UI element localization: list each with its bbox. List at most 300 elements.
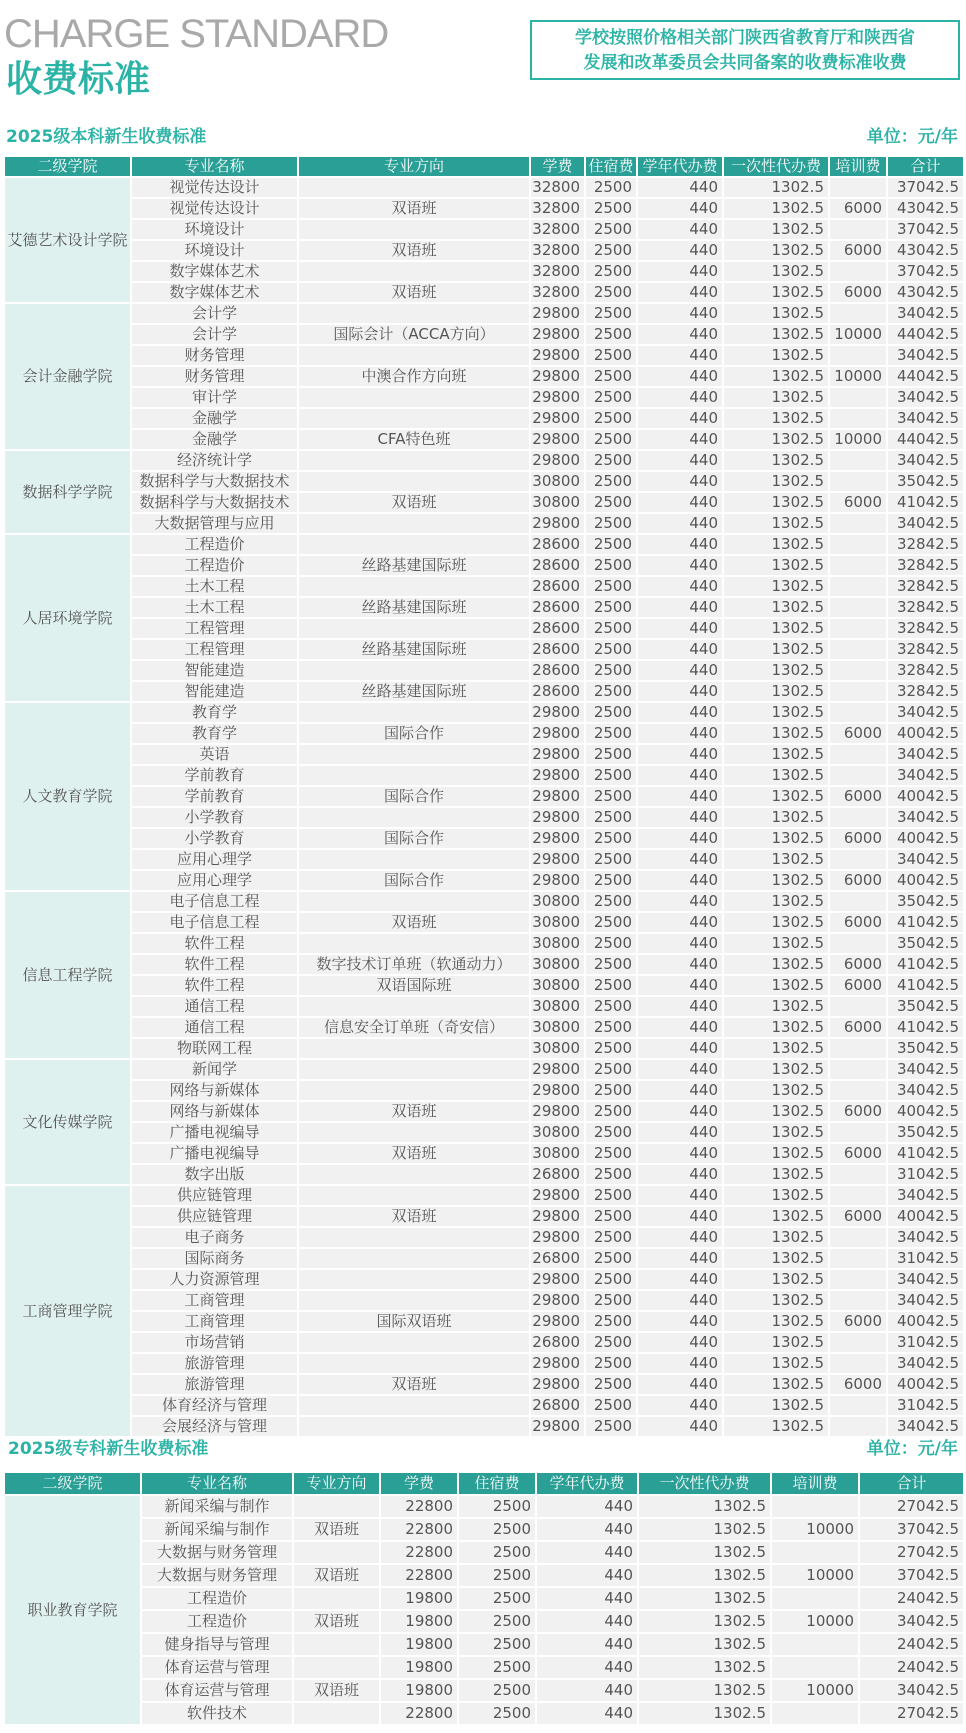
training-fee [830,1186,886,1205]
major-name: 网络与新媒体 [132,1102,297,1121]
table-row [5,262,963,281]
total: 34042.5 [888,388,963,407]
table-row [5,493,963,512]
tuition: 19800 [381,1680,457,1701]
training-fee [830,220,886,239]
annual-agency-fee: 440 [638,199,722,218]
direction: 双语班 [299,241,529,260]
tuition: 30800 [531,892,584,911]
annual-agency-fee: 440 [638,766,722,785]
training-fee [830,934,886,953]
training-fee [772,1657,858,1678]
annual-agency-fee: 440 [537,1519,637,1540]
dorm-fee: 2500 [459,1519,535,1540]
major-name: 工程管理 [132,619,297,638]
major-name: 国际商务 [132,1249,297,1268]
major-name: 通信工程 [132,1018,297,1037]
onetime-agency-fee: 1302.5 [724,1060,828,1079]
total: 41042.5 [888,1018,963,1037]
training-fee [830,892,886,911]
annual-agency-fee: 440 [638,703,722,722]
table-row [5,1496,963,1517]
training-fee: 10000 [772,1565,858,1586]
table-row [5,850,963,869]
direction: 信息安全订单班（奇安信） [299,1018,529,1037]
training-fee [830,766,886,785]
training-fee [772,1542,858,1563]
annual-agency-fee: 440 [638,451,722,470]
major-name: 电子信息工程 [132,913,297,932]
total: 32842.5 [888,577,963,596]
tuition: 29800 [531,808,584,827]
annual-agency-fee: 440 [638,913,722,932]
major-name: 软件工程 [132,934,297,953]
tuition: 22800 [381,1565,457,1586]
training-fee: 6000 [830,1144,886,1163]
table-row [5,766,963,785]
direction [299,850,529,869]
dorm-fee: 2500 [586,997,636,1016]
major-name: 数字媒体艺术 [132,283,297,302]
header-tuition: 学费 [531,157,584,176]
tuition: 22800 [381,1519,457,1540]
tuition: 29800 [531,1270,584,1289]
dorm-fee: 2500 [586,1186,636,1205]
training-fee: 10000 [830,430,886,449]
tuition: 28600 [531,535,584,554]
training-fee: 10000 [772,1519,858,1540]
dorm-fee: 2500 [586,892,636,911]
annual-agency-fee: 440 [638,325,722,344]
training-fee [830,640,886,659]
tuition: 28600 [531,556,584,575]
table-row [5,808,963,827]
training-fee: 6000 [830,829,886,848]
direction [299,892,529,911]
major-name: 视觉传达设计 [132,199,297,218]
training-fee [830,745,886,764]
annual-agency-fee: 440 [638,829,722,848]
onetime-agency-fee: 1302.5 [724,619,828,638]
annual-agency-fee: 440 [638,1333,722,1352]
training-fee: 6000 [830,1102,886,1121]
direction: 双语班 [299,1375,529,1394]
title-chinese: 收费标准 [6,59,151,100]
direction [299,514,529,533]
training-fee [830,808,886,827]
annual-agency-fee: 440 [638,472,722,491]
direction: 中澳合作方向班 [299,367,529,386]
dorm-fee: 2500 [586,556,636,575]
major-name: 新闻采编与制作 [142,1519,292,1540]
onetime-agency-fee: 1302.5 [724,913,828,932]
onetime-agency-fee: 1302.5 [724,640,828,659]
onetime-agency-fee: 1302.5 [724,976,828,995]
total: 27042.5 [860,1496,963,1517]
training-fee: 6000 [830,913,886,932]
major-name: 数字媒体艺术 [132,262,297,281]
direction: 双语班 [299,1102,529,1121]
tuition: 30800 [531,913,584,932]
table-header-row [5,157,963,176]
page-header [0,0,966,110]
onetime-agency-fee: 1302.5 [724,808,828,827]
tuition: 22800 [381,1542,457,1563]
table-row [5,556,963,575]
major-name: 金融学 [132,409,297,428]
dorm-fee: 2500 [586,976,636,995]
training-fee: 6000 [830,1312,886,1331]
training-fee [830,598,886,617]
header-college: 二级学院 [5,157,130,176]
tuition: 28600 [531,598,584,617]
dorm-fee: 2500 [586,640,636,659]
annual-agency-fee: 440 [638,577,722,596]
training-fee: 6000 [830,1207,886,1226]
total: 32842.5 [888,661,963,680]
training-fee [830,703,886,722]
onetime-agency-fee: 1302.5 [639,1496,770,1517]
major-name: 工程造价 [142,1611,292,1632]
tuition: 28600 [531,640,584,659]
dorm-fee: 2500 [586,1228,636,1247]
tuition: 28600 [531,682,584,701]
annual-agency-fee: 440 [638,493,722,512]
direction [294,1588,379,1609]
dorm-fee: 2500 [586,808,636,827]
college-name: 数据科学学院 [5,451,130,533]
total: 40042.5 [888,1102,963,1121]
major-name: 教育学 [132,703,297,722]
tuition: 32800 [531,283,584,302]
onetime-agency-fee: 1302.5 [639,1519,770,1540]
major-name: 土木工程 [132,577,297,596]
major-name: 数字出版 [132,1165,297,1184]
tuition: 32800 [531,262,584,281]
onetime-agency-fee: 1302.5 [724,598,828,617]
dorm-fee: 2500 [586,871,636,890]
college-table-title: 2025级专科新生收费标准 [8,1439,209,1459]
table-row [5,451,963,470]
annual-agency-fee: 440 [638,871,722,890]
major-name: 小学教育 [132,808,297,827]
dorm-fee: 2500 [586,745,636,764]
annual-agency-fee: 440 [638,934,722,953]
table-row [5,283,963,302]
dorm-fee: 2500 [586,1165,636,1184]
onetime-agency-fee: 1302.5 [639,1703,770,1724]
dorm-fee: 2500 [459,1565,535,1586]
training-fee [830,1396,886,1415]
onetime-agency-fee: 1302.5 [724,1186,828,1205]
direction: 双语班 [294,1680,379,1701]
direction [299,808,529,827]
total: 40042.5 [888,1312,963,1331]
major-name: 健身指导与管理 [142,1634,292,1655]
total: 27042.5 [860,1703,963,1724]
undergrad-fee-table [3,155,965,1438]
total: 31042.5 [888,1249,963,1268]
training-fee: 10000 [830,325,886,344]
training-fee: 10000 [772,1680,858,1701]
tuition: 26800 [531,1249,584,1268]
onetime-agency-fee: 1302.5 [724,766,828,785]
annual-agency-fee: 440 [638,1144,722,1163]
total: 40042.5 [888,829,963,848]
tuition: 30800 [531,955,584,974]
tuition: 29800 [531,367,584,386]
onetime-agency-fee: 1302.5 [724,514,828,533]
training-fee: 6000 [830,724,886,743]
dorm-fee: 2500 [586,1039,636,1058]
table-row [5,1081,963,1100]
tuition: 28600 [531,661,584,680]
total: 35042.5 [888,472,963,491]
direction [299,745,529,764]
dorm-fee: 2500 [459,1634,535,1655]
dorm-fee: 2500 [586,1081,636,1100]
major-name: 体育经济与管理 [132,1396,297,1415]
major-name: 工商管理 [132,1291,297,1310]
tuition: 32800 [531,220,584,239]
table-row [5,661,963,680]
dorm-fee: 2500 [459,1657,535,1678]
table-row [5,976,963,995]
training-fee: 6000 [830,199,886,218]
header-training: 培训费 [772,1473,858,1494]
table-row [5,472,963,491]
direction: 双语班 [299,199,529,218]
dorm-fee: 2500 [586,493,636,512]
dorm-fee: 2500 [586,955,636,974]
annual-agency-fee: 440 [638,1081,722,1100]
dorm-fee: 2500 [586,472,636,491]
annual-agency-fee: 440 [537,1634,637,1655]
dorm-fee: 2500 [586,850,636,869]
tuition: 30800 [531,1018,584,1037]
annual-agency-fee: 440 [638,1165,722,1184]
tuition: 29800 [531,304,584,323]
training-fee [830,262,886,281]
tuition: 22800 [381,1496,457,1517]
major-name: 会计学 [132,325,297,344]
college-name: 工商管理学院 [5,1186,130,1436]
dorm-fee: 2500 [586,199,636,218]
direction [299,178,529,197]
total: 34042.5 [888,514,963,533]
direction [299,409,529,428]
total: 32842.5 [888,535,963,554]
total: 35042.5 [888,892,963,911]
dorm-fee: 2500 [586,304,636,323]
table-row [5,934,963,953]
tuition: 30800 [531,1144,584,1163]
onetime-agency-fee: 1302.5 [724,1333,828,1352]
major-name: 体育运营与管理 [142,1657,292,1678]
major-name: 电子信息工程 [132,892,297,911]
dorm-fee: 2500 [586,1018,636,1037]
training-fee [772,1588,858,1609]
training-fee [830,850,886,869]
training-fee [830,577,886,596]
tuition: 29800 [531,703,584,722]
total: 32842.5 [888,556,963,575]
direction [299,304,529,323]
direction [299,1396,529,1415]
direction: 双语班 [299,493,529,512]
tuition: 30800 [531,934,584,953]
onetime-agency-fee: 1302.5 [724,472,828,491]
major-name: 小学教育 [132,829,297,848]
direction: 国际合作 [299,829,529,848]
major-name: 大数据与财务管理 [142,1542,292,1563]
annual-agency-fee: 440 [537,1611,637,1632]
training-fee: 6000 [830,787,886,806]
tuition: 29800 [531,1081,584,1100]
table-row [5,1249,963,1268]
tuition: 26800 [531,1396,584,1415]
total: 34042.5 [888,346,963,365]
training-fee [830,1060,886,1079]
onetime-agency-fee: 1302.5 [724,1249,828,1268]
tuition: 29800 [531,1354,584,1373]
training-fee [830,535,886,554]
total: 35042.5 [888,997,963,1016]
table-row [5,1228,963,1247]
dorm-fee: 2500 [586,682,636,701]
training-fee: 6000 [830,493,886,512]
college-unit-label: 单位：元/年 [866,1439,958,1459]
total: 34042.5 [888,1354,963,1373]
annual-agency-fee: 440 [638,220,722,239]
dorm-fee: 2500 [586,325,636,344]
onetime-agency-fee: 1302.5 [724,724,828,743]
annual-agency-fee: 440 [638,1228,722,1247]
onetime-agency-fee: 1302.5 [724,262,828,281]
annual-agency-fee: 440 [638,346,722,365]
training-fee: 6000 [830,955,886,974]
table-row [5,1207,963,1226]
table-row [5,1396,963,1415]
dorm-fee: 2500 [586,1102,636,1121]
direction [294,1496,379,1517]
total: 40042.5 [888,871,963,890]
annual-agency-fee: 440 [638,262,722,281]
major-name: 物联网工程 [132,1039,297,1058]
table-row [5,1123,963,1142]
onetime-agency-fee: 1302.5 [724,871,828,890]
direction [294,1634,379,1655]
onetime-agency-fee: 1302.5 [724,1396,828,1415]
header-college: 二级学院 [5,1473,140,1494]
direction: 丝路基建国际班 [299,556,529,575]
tuition: 29800 [531,829,584,848]
training-fee [830,304,886,323]
dorm-fee: 2500 [586,1417,636,1436]
annual-agency-fee: 440 [638,178,722,197]
training-fee [830,346,886,365]
training-fee [830,178,886,197]
training-fee [830,388,886,407]
table-row [5,955,963,974]
dorm-fee: 2500 [586,430,636,449]
total: 40042.5 [888,787,963,806]
dorm-fee: 2500 [586,1270,636,1289]
dorm-fee: 2500 [586,388,636,407]
total: 31042.5 [888,1333,963,1352]
direction: 丝路基建国际班 [299,598,529,617]
training-fee [772,1634,858,1655]
header-training: 培训费 [830,157,886,176]
total: 34042.5 [888,409,963,428]
total: 44042.5 [888,430,963,449]
dorm-fee: 2500 [586,1249,636,1268]
total: 34042.5 [860,1680,963,1701]
training-fee [830,682,886,701]
table-row [5,871,963,890]
tuition: 30800 [531,472,584,491]
major-name: 软件技术 [142,1703,292,1724]
tuition: 29800 [531,1102,584,1121]
major-name: 经济统计学 [132,451,297,470]
training-fee: 6000 [830,976,886,995]
table-row [5,1417,963,1436]
direction [299,1123,529,1142]
annual-agency-fee: 440 [638,367,722,386]
total: 24042.5 [860,1657,963,1678]
onetime-agency-fee: 1302.5 [724,829,828,848]
annual-agency-fee: 440 [638,283,722,302]
total: 34042.5 [888,1270,963,1289]
onetime-agency-fee: 1302.5 [724,409,828,428]
annual-agency-fee: 440 [537,1565,637,1586]
annual-agency-fee: 440 [638,556,722,575]
table-row [5,1165,963,1184]
table-row [5,1657,963,1678]
onetime-agency-fee: 1302.5 [724,283,828,302]
total: 41042.5 [888,493,963,512]
dorm-fee: 2500 [586,1312,636,1331]
major-name: 工程造价 [132,535,297,554]
total: 34042.5 [888,1228,963,1247]
tuition: 29800 [531,1375,584,1394]
onetime-agency-fee: 1302.5 [639,1680,770,1701]
total: 41042.5 [888,913,963,932]
dorm-fee: 2500 [459,1542,535,1563]
training-fee [830,661,886,680]
major-name: 环境设计 [132,220,297,239]
total: 32842.5 [888,598,963,617]
direction: 数字技术订单班（软通动力） [299,955,529,974]
direction: 双语班 [294,1611,379,1632]
tuition: 30800 [531,976,584,995]
major-name: 教育学 [132,724,297,743]
training-fee: 6000 [830,1375,886,1394]
table-row [5,409,963,428]
table-row [5,178,963,197]
annual-agency-fee: 440 [638,1102,722,1121]
onetime-agency-fee: 1302.5 [724,1207,828,1226]
table-row [5,367,963,386]
training-fee [830,619,886,638]
onetime-agency-fee: 1302.5 [724,892,828,911]
dorm-fee: 2500 [586,1060,636,1079]
direction [299,1060,529,1079]
total: 37042.5 [888,178,963,197]
table-row [5,514,963,533]
onetime-agency-fee: 1302.5 [639,1634,770,1655]
table-row [5,241,963,260]
